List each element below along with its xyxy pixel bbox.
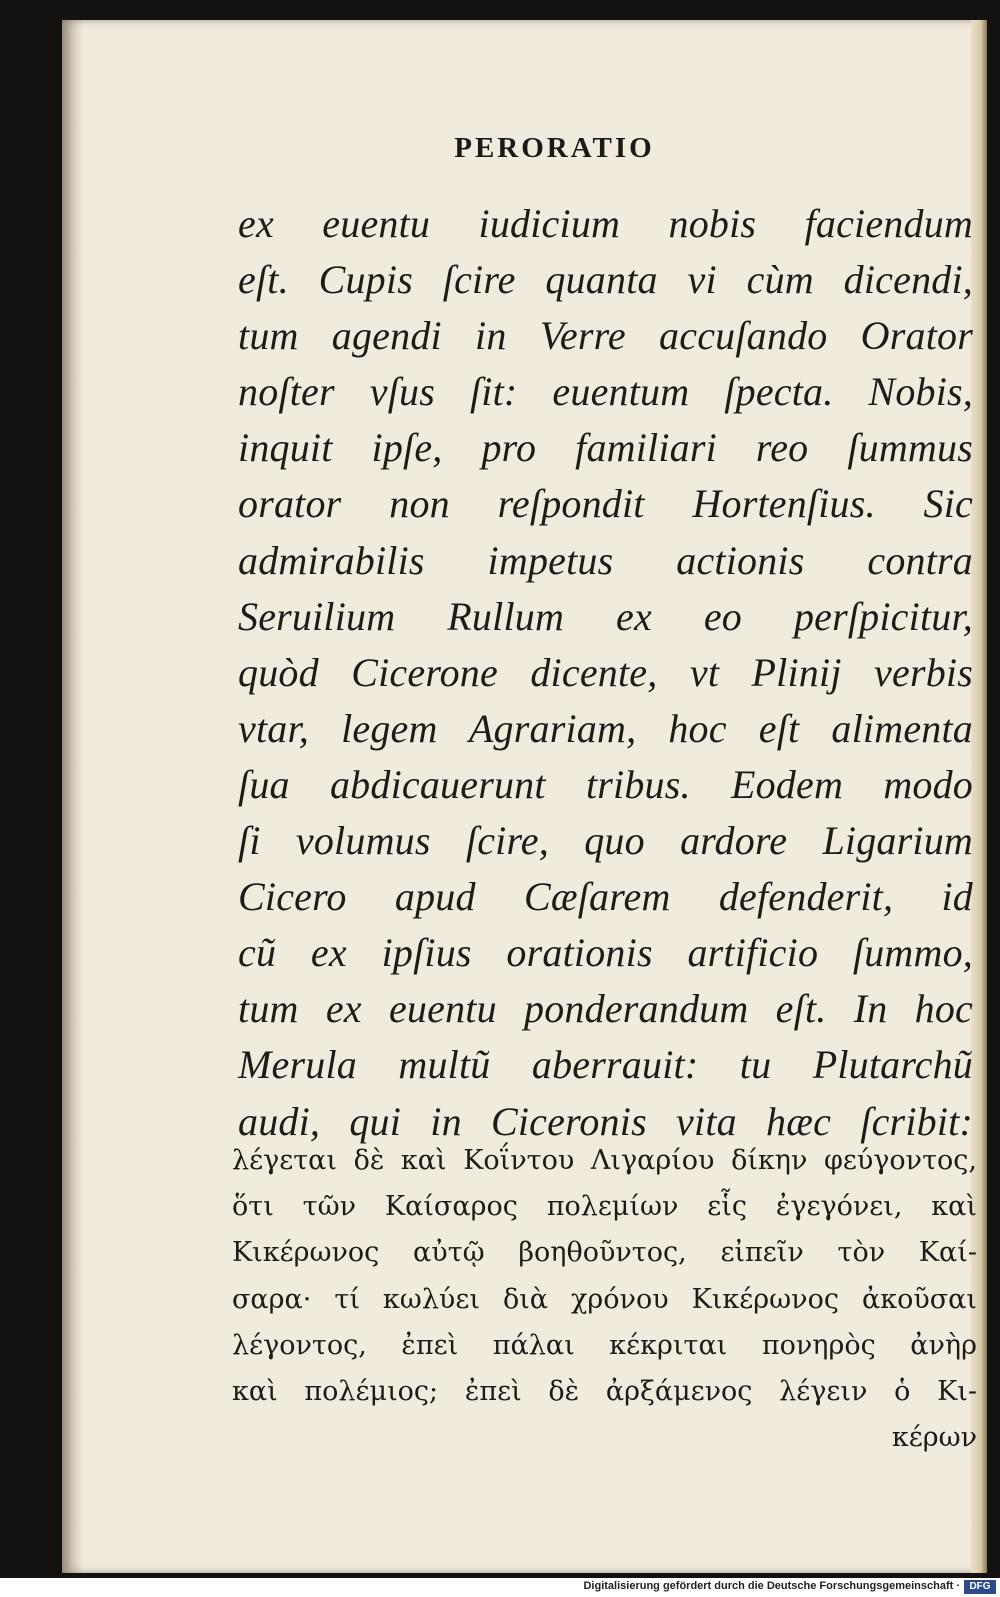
greek-line: λέγεται δὲ καὶ Κοΐντου Λιγαρίου δίκην φεύγοντος, — [232, 1145, 977, 1176]
greek-quotation — [232, 1138, 977, 1461]
book-page — [62, 20, 987, 1573]
text-line: Merula multũ aberrauit: tu Plutarchũ — [238, 1042, 973, 1088]
digitization-footer — [0, 1578, 1000, 1597]
dfg-logo: DFG — [964, 1580, 996, 1594]
text-line: Cicero apud Cæſarem defenderit, id — [238, 874, 973, 920]
greek-line: ὅτι τῶν Καίσαρος πολεμίων εἷς ἐγεγόνει, καὶ — [232, 1191, 977, 1223]
running-head: PERORATIO — [454, 132, 655, 164]
latin-text-block — [238, 196, 973, 1150]
catchword: κέρων — [891, 1422, 977, 1454]
text-line: inquit ipſe, pro familiari reo ſummus — [238, 425, 973, 471]
greek-line: λέγοντος, ἐπεὶ πάλαι κέκριται πονηρὸς ἀνὴρ — [232, 1329, 977, 1361]
text-line: cũ ex ipſius orationis artificio ſummo, — [238, 930, 973, 976]
text-line: ſua abdicauerunt tribus. Eodem modo — [238, 761, 973, 807]
gutter-shadow — [62, 20, 84, 1573]
text-line: quòd Cicerone dicente, vt Plinij verbis — [238, 649, 973, 695]
text-line: admirabilis impetus actionis contra — [238, 537, 973, 583]
text-line: ex euentu iudicium nobis faciendum — [238, 201, 973, 246]
text-line: ſi volumus ſcire, quo ardore Ligarium — [238, 818, 973, 864]
greek-line: σαρα· τί κωλύει διὰ χρόνου Κικέρωνος ἀκοῦσαι — [232, 1283, 977, 1315]
text-line: tum agendi in Verre accuſando Orator — [238, 313, 973, 359]
text-line: audi, qui in Ciceronis vita hæc ſcribit: — [238, 1098, 973, 1144]
text-line: noſter vſus ſit: euentum ſpecta. Nobis, — [238, 369, 973, 415]
text-line: Seruilium Rullum ex eo perſpicitur, — [238, 593, 973, 639]
text-line: tum ex euentu ponderandum eſt. In hoc — [238, 986, 973, 1032]
greek-line: καὶ πολέμιος; ἐπεὶ δὲ ἀρξάμενος λέγειν ὁ Κι- — [232, 1375, 977, 1407]
text-line: orator non reſpondit Hortenſius. Sic — [238, 481, 973, 527]
text-line: eſt. Cupis ſcire quanta vi cùm dicendi, — [238, 257, 973, 303]
greek-line: Κικέρωνος αὐτῷ βοηθοῦντος, εἰπεῖν τὸν Καί- — [232, 1237, 977, 1269]
funding-credit: Digitalisierung gefördert durch die Deutsche Forschungsgemeinschaft · — [583, 1580, 960, 1592]
text-line: vtar, legem Agrariam, hoc eſt alimenta — [238, 705, 973, 751]
